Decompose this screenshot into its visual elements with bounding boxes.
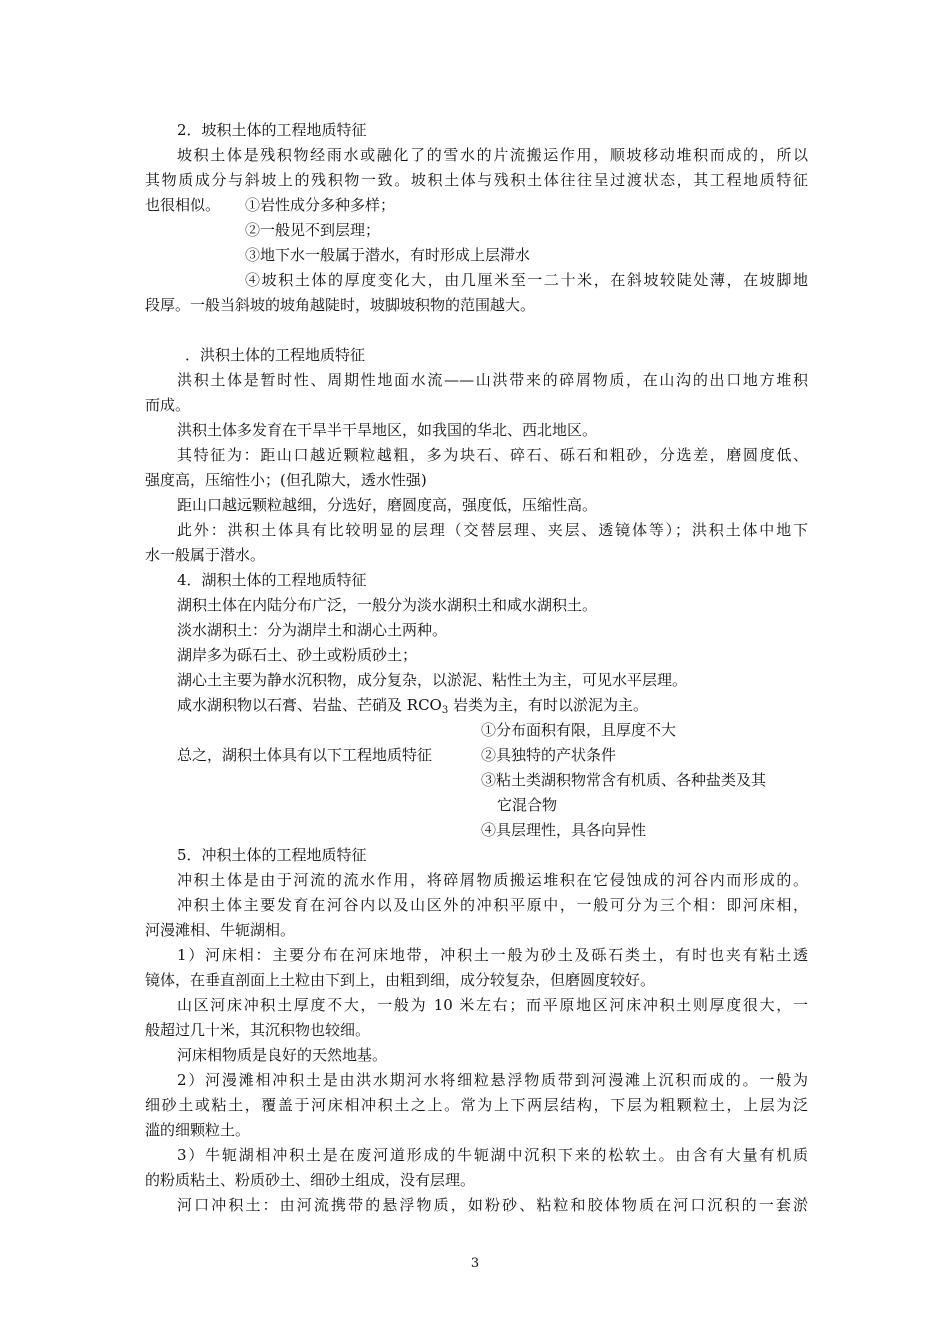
- paragraph-line: 2）河漫滩相冲积土是由洪水期河水将细粒悬浮物质带到河漫滩上沉积而成的。一般为: [177, 1071, 808, 1089]
- section-heading-alluvial: 5．冲积土体的工程地质特征: [177, 846, 367, 864]
- feature-item: ②具独特的产状条件: [481, 746, 617, 764]
- paragraph-line: 滥的细颗粒土。: [145, 1121, 251, 1139]
- list-item: 段厚。一般当斜坡的坡角越陡时，坡脚坡积物的范围越大。: [145, 296, 536, 314]
- paragraph-line: 其特征为：距山口越近颗粒越粗，多为块石、碎石、砾石和粗砂，分选差，磨圆度低、: [177, 446, 808, 464]
- text-fragment: 岩类为主，有时以淤泥为主。: [448, 696, 648, 714]
- paragraph-line: 湖心土主要为静水沉积物，成分复杂，以淤泥、粘性土为主，可见水平层理。: [177, 671, 688, 689]
- section-heading-slope: 2．坡积土体的工程地质特征: [177, 121, 367, 139]
- paragraph-line: 其物质成分与斜坡上的残积物一致。坡积土体与残积土体往往呈过渡状态，其工程地质特征: [145, 171, 808, 189]
- paragraph-line: 的粉质粘土、粉质砂土、细砂土组成，没有层理。: [145, 1171, 476, 1189]
- section-heading-flood: ．洪积土体的工程地质特征: [185, 346, 366, 364]
- paragraph-line: 而成。: [145, 396, 191, 414]
- feature-item: ①分布面积有限，且厚度不大: [481, 721, 677, 739]
- paragraph-line: 湖积土体在内陆分布广泛，一般分为淡水湖积土和咸水湖积土。: [177, 596, 598, 614]
- paragraph-line: 般超过几十米，其沉积物也较细。: [145, 1021, 371, 1039]
- list-item: ①岩性成分多种多样；: [245, 196, 396, 214]
- feature-item: ④具层理性，具各向异性: [481, 821, 647, 839]
- list-item: ④坡积土体的厚度变化大，由几厘米至一二十米，在斜坡较陡处薄，在坡脚地: [245, 271, 808, 289]
- subscript: 3: [441, 705, 449, 716]
- paragraph-line: 河床相物质是良好的天然地基。: [177, 1046, 388, 1064]
- paragraph-line: 3）牛轭湖相冲积土是在废河道形成的牛轭湖中沉积下来的松软土。由含有大量有机质: [177, 1146, 808, 1164]
- paragraph-line: 距山口越远颗粒越细，分选好，磨圆度高，强度低，压缩性高。: [177, 496, 598, 514]
- paragraph-line: 湖岸多为砾石土、砂土或粉质砂土；: [177, 646, 418, 664]
- summary-label: 总之，湖积土体具有以下工程地质特征: [177, 746, 433, 764]
- paragraph-line: 1）河床相：主要分布在河床地带，冲积土一般为砂土及砾石类土，有时也夹有粘土透: [177, 946, 808, 964]
- paragraph-line: 水一般属于潜水。: [145, 546, 266, 564]
- feature-item: 它混合物: [497, 796, 558, 814]
- feature-item: ③粘土类湖积物常含有机质、各种盐类及其: [481, 771, 767, 789]
- page-number: 3: [470, 1256, 480, 1271]
- paragraph-line: 淡水湖积土：分为湖岸土和湖心土两种。: [177, 621, 448, 639]
- paragraph-line: 山区河床冲积土厚度不大，一般为 10 米左右；而平原地区河床冲积土则厚度很大，一: [177, 996, 808, 1014]
- paragraph-line: 河漫滩相、牛轭湖相。: [145, 921, 296, 939]
- paragraph-line: 河口冲积土：由河流携带的悬浮物质，如粉砂、粘粒和胶体物质在河口沉积的一套淤: [177, 1196, 808, 1214]
- paragraph-line: 细砂土或粘土，覆盖于河床相冲积土之上。常为上下两层结构，下层为粗颗粒土，上层为泛: [145, 1096, 808, 1114]
- paragraph-line: 冲积土体主要发育在河谷内以及山区外的冲积平原中，一般可分为三个相：即河床相，: [177, 896, 808, 914]
- paragraph-line: 坡积土体是残积物经雨水或融化了的雪水的片流搬运作用，顺坡移动堆积而成的，所以: [177, 146, 808, 164]
- list-item: ③地下水一般属于潜水，有时形成上层滞水: [245, 246, 531, 264]
- paragraph-line: 强度高，压缩性小；(但孔隙大，透水性强): [145, 471, 427, 489]
- paragraph-line-salt-lake: [177, 693, 648, 717]
- paragraph-line: 洪积土体多发育在干旱半干旱地区，如我国的华北、西北地区。: [177, 421, 598, 439]
- text-fragment: 咸水湖积物以石膏、岩盐、芒硝及 RCO: [177, 696, 442, 714]
- paragraph-line: 洪积土体是暂时性、周期性地面水流——山洪带来的碎屑物质，在山沟的出口地方堆积: [177, 371, 808, 389]
- paragraph-line: 此外：洪积土体具有比较明显的层理（交替层理、夹层、透镜体等）；洪积土体中地下: [177, 521, 808, 539]
- paragraph-line: 冲积土体是由于河流的流水作用，将碎屑物质搬运堆积在它侵蚀成的河谷内而形成的。: [177, 871, 808, 889]
- paragraph-line: 镜体，在垂直剖面上土粒由下到上，由粗到细，成分较复杂，但磨圆度较好。: [145, 971, 656, 989]
- list-item: ②一般见不到层理；: [245, 221, 381, 239]
- paragraph-line: 也很相似。: [145, 196, 221, 214]
- section-heading-lake: 4．湖积土体的工程地质特征: [177, 571, 367, 589]
